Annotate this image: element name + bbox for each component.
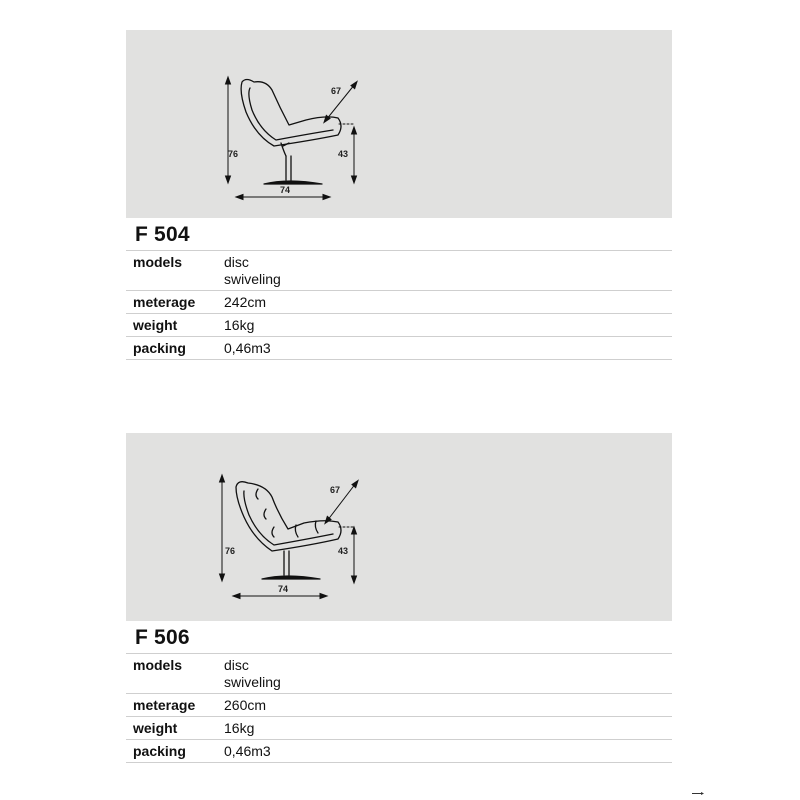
spec-row-weight (126, 314, 672, 337)
spec-row-meterage (126, 291, 672, 314)
product-title: F 504 (126, 218, 672, 251)
spec-value: disc (224, 657, 249, 673)
depth-dimension-label: 74 (279, 185, 291, 195)
spec-value: 0,46m3 (224, 743, 271, 759)
seat-height-dimension-label: 43 (337, 546, 349, 556)
chair-technical-drawing-icon (126, 30, 672, 218)
depth-dimension-label: 74 (277, 584, 289, 594)
product-title: F 506 (126, 621, 672, 654)
spec-label: models (133, 254, 183, 270)
spec-label: packing (133, 340, 186, 356)
spec-label: packing (133, 743, 186, 759)
spec-label: weight (133, 317, 178, 333)
spec-value: 16kg (224, 720, 255, 736)
spec-value: swiveling (224, 271, 281, 287)
chair-technical-drawing-icon (126, 433, 672, 621)
spec-row-models (126, 654, 672, 694)
spec-row-weight (126, 717, 672, 740)
spec-value: disc (224, 254, 249, 270)
diagonal-dimension-label: 67 (329, 485, 341, 495)
diagonal-dimension-label: 67 (330, 86, 342, 96)
drawing-panel (126, 433, 672, 621)
spec-label: weight (133, 720, 178, 736)
height-dimension-label: 76 (228, 149, 239, 159)
spec-value: swiveling (224, 674, 281, 690)
product-card-f506 (126, 433, 672, 763)
spec-row-meterage (126, 694, 672, 717)
spec-label: models (133, 657, 183, 673)
spec-row-models (126, 251, 672, 291)
spec-value: 0,46m3 (224, 340, 271, 356)
product-card-f504 (126, 30, 672, 360)
spec-value: 16kg (224, 317, 255, 333)
spec-label: meterage (133, 294, 196, 310)
drawing-panel (126, 30, 672, 218)
spec-row-packing (126, 740, 672, 763)
spec-value: 260cm (224, 697, 267, 713)
spec-row-packing (126, 337, 672, 360)
spec-value: 242cm (224, 294, 267, 310)
dimension-arrow-icon (692, 792, 704, 795)
height-dimension-label: 76 (225, 546, 236, 556)
seat-height-dimension-label: 43 (337, 149, 349, 159)
spec-label: meterage (133, 697, 196, 713)
